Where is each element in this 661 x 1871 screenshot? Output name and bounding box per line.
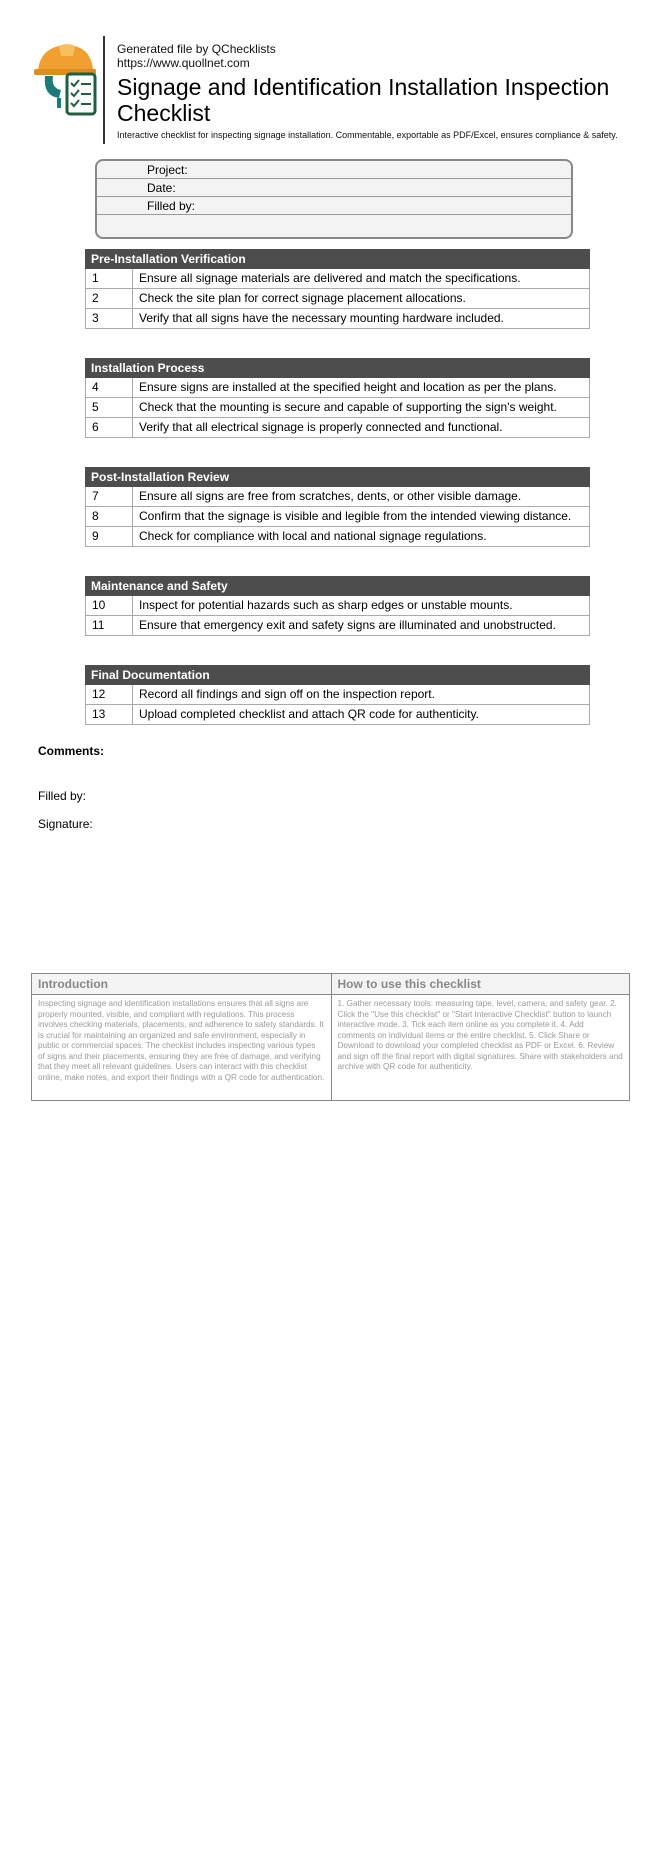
- item-text: Upload completed checklist and attach QR code for authenticity.: [139, 707, 479, 721]
- item-text: Check the site plan for correct signage placement allocations.: [139, 291, 466, 305]
- item-number: 12: [86, 685, 133, 704]
- checklist-section: [85, 576, 590, 636]
- checklist-section: [85, 249, 590, 329]
- item-text: Ensure all signs are free from scratches, dents, or other visible damage.: [139, 489, 522, 503]
- introduction-heading: Introduction: [32, 974, 331, 995]
- project-info-box: [95, 159, 573, 239]
- how-to-heading: How to use this checklist: [332, 974, 630, 995]
- item-number: 2: [86, 289, 133, 308]
- item-text: Ensure signs are installed at the specified height and location as per the plans.: [139, 380, 557, 394]
- checklist-item[interactable]: [85, 705, 590, 725]
- helmet-checklist-logo-icon: [33, 40, 103, 120]
- item-number: 6: [86, 418, 133, 437]
- checklist-item[interactable]: [85, 685, 590, 705]
- item-number: 4: [86, 378, 133, 397]
- filled-by-label: Filled by:: [38, 789, 87, 803]
- checklist-item[interactable]: [85, 487, 590, 507]
- section-header: Final Documentation: [85, 665, 590, 685]
- checklist-item[interactable]: [85, 616, 590, 636]
- how-to-column: [331, 974, 630, 1100]
- item-number: 5: [86, 398, 133, 417]
- item-text: Ensure that emergency exit and safety signs are illuminated and unobstructed.: [139, 618, 556, 632]
- checklist-item[interactable]: [85, 289, 590, 309]
- checklist-section: [85, 358, 590, 438]
- item-text: Record all findings and sign off on the inspection report.: [139, 687, 435, 701]
- item-number: 7: [86, 487, 133, 506]
- introduction-column: [32, 974, 331, 1100]
- item-text: Check that the mounting is secure and capable of supporting the sign's weight.: [139, 400, 557, 414]
- section-header: Pre-Installation Verification: [85, 249, 590, 269]
- item-text: Verify that all signs have the necessary mounting hardware included.: [139, 311, 504, 325]
- how-to-text: 1. Gather necessary tools: measuring tape, level, camera, and safety gear. 2. Click the "Use this checklist" or "Start Interactive Checklist" button to launch interactive mode. 3. Tick each item online as you complete it. 4. Add comments on individual items or the entire checklist. 5. Click Share or Download to download your completed checklist as PDF or Excel. 6. Review and sign off the final report with digital signatures. Share with stakeholders and archive with QR code for authenticity.: [337, 999, 623, 1071]
- signature-label: Signature:: [38, 817, 93, 831]
- item-text: Verify that all electrical signage is properly connected and functional.: [139, 420, 503, 434]
- item-number: 3: [86, 309, 133, 328]
- blank-field[interactable]: [97, 215, 571, 233]
- item-text: Confirm that the signage is visible and legible from the intended viewing distance.: [139, 509, 572, 523]
- comments-label: Comments:: [38, 744, 105, 758]
- page-description: Interactive checklist for inspecting signage installation. Commentable, exportable as PDF/Excel, ensures compliance & safety.: [117, 130, 618, 140]
- item-text: Check for compliance with local and national signage regulations.: [139, 529, 487, 543]
- header-text: [117, 42, 647, 141]
- website-link[interactable]: https://www.quollnet.com: [117, 56, 250, 70]
- checklist-item[interactable]: [85, 398, 590, 418]
- filled-by-field[interactable]: Filled by:: [97, 197, 571, 215]
- checklist-item[interactable]: [85, 507, 590, 527]
- section-header: Maintenance and Safety: [85, 576, 590, 596]
- checklist-item[interactable]: [85, 596, 590, 616]
- checklist-section: [85, 467, 590, 547]
- checklist-sections: [85, 249, 590, 754]
- checklist-item[interactable]: [85, 378, 590, 398]
- item-text: Inspect for potential hazards such as sharp edges or unstable mounts.: [139, 598, 513, 612]
- checklist-item[interactable]: [85, 418, 590, 438]
- checklist-section: [85, 665, 590, 725]
- checklist-item[interactable]: [85, 309, 590, 329]
- item-text: Ensure all signage materials are delivered and match the specifications.: [139, 271, 521, 285]
- checklist-item[interactable]: [85, 269, 590, 289]
- item-number: 1: [86, 269, 133, 288]
- header-divider: [103, 36, 105, 144]
- date-field[interactable]: Date:: [97, 179, 571, 197]
- document-header: [33, 36, 633, 146]
- item-number: 13: [86, 705, 133, 724]
- item-number: 11: [86, 616, 133, 635]
- item-number: 8: [86, 507, 133, 526]
- generated-by-text: Generated file by QChecklists: [117, 42, 276, 56]
- introduction-text: Inspecting signage and identification installations ensures that all signs are properly mounted, visible, and compliant with regulations. This process involves checking materials, placements, and adherence to safety standards. It is crucial for maintaining an organized and safe environment, especially in public or commercial spaces. The checklist includes inspecting various types of signs and their placements, ensuring they are free of damage, and verifying that they meet all relevant guidelines. Users can interact with this checklist online, make notes, and export their findings with a QR code for authentication.: [38, 999, 325, 1082]
- section-header: Installation Process: [85, 358, 590, 378]
- section-header: Post-Installation Review: [85, 467, 590, 487]
- item-number: 10: [86, 596, 133, 615]
- project-field[interactable]: Project:: [97, 161, 571, 179]
- info-table: [31, 973, 630, 1101]
- checklist-item[interactable]: [85, 527, 590, 547]
- item-number: 9: [86, 527, 133, 546]
- page-title: Signage and Identification Installation Inspection Checklist: [117, 74, 610, 126]
